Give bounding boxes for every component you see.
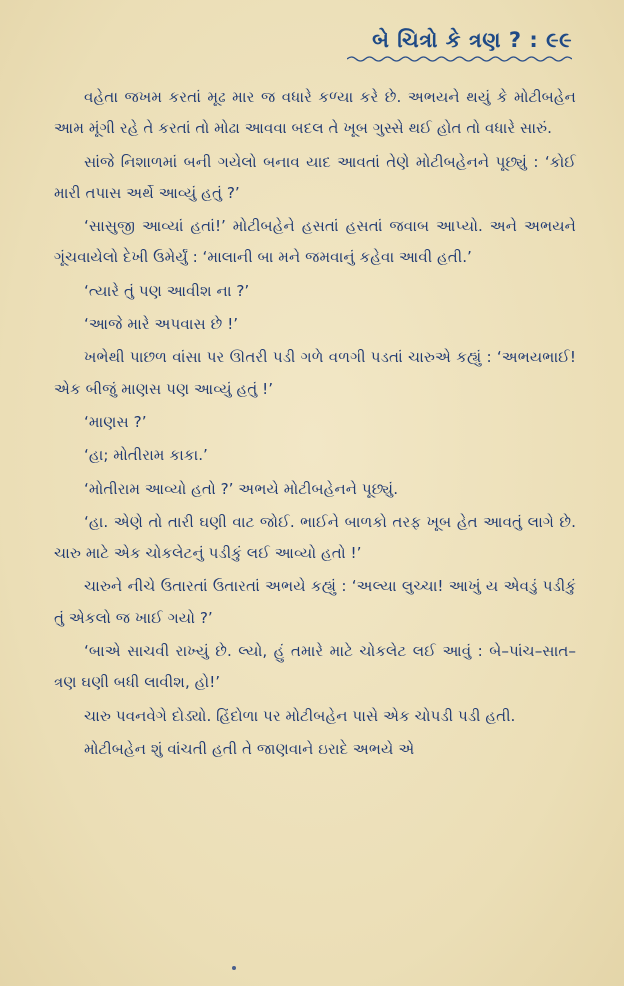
paragraph: ચારુને નીચે ઉતારતાં ઉતારતાં અભયે કહ્યું : ‘અલ્યા લુચ્ચા! આખું ય એવડું પડીકું તું એકલો જ ખાઈ ગયો ?’: [54, 577, 576, 627]
paragraph: ‘બાએ સાચવી રાખ્યું છે. લ્યો, હું તમારે માટે ચોકલેટ લઈ આવું : બે–પાંચ–સાત–ત્રણ ઘણી બધી લાવીશ, હો!’: [54, 642, 576, 692]
paragraph: વહેતા જખમ કરતાં મૂઢ માર જ વધારે કળ્યા કરે છે. અભયને થયું કે મોટીબહેન આમ મૂંગી રહે તે કરતાં તો મોઢા આવવા બદલ તે ખૂબ ગુસ્સે થઈ હોત તો વધારે સારું.: [54, 88, 576, 138]
wavy-rule-ornament: [347, 55, 572, 63]
paragraph: ચારુ પવનવેગે દોડ્યો. હિંદોળા પર મોટીબહેન પાસે એક ચોપડી પડી હતી.: [84, 706, 516, 725]
dialogue-line: ‘હા; મોતીરામ કાકા.’: [84, 446, 208, 465]
page-bottom-mark: [232, 966, 236, 970]
body-text: [54, 82, 576, 767]
dialogue-line: ‘ત્યારે તું પણ આવીશ ના ?’: [84, 281, 250, 300]
paragraph: મોટીબહેન શું વાંચતી હતી તે જાણવાને ઇરાદે અભયે એ: [84, 739, 415, 758]
running-head: બે ચિત્રો કે ત્રણ ? : ૯૯: [372, 28, 572, 52]
paragraph: સાંજે નિશાળમાં બની ગયેલો બનાવ યાદ આવતાં તેણે મોટીબહેનને પૂછ્યું : ‘કોઈ મારી તપાસ અર્થે આવ્યું હતું ?’: [54, 152, 576, 202]
dialogue-line: ‘આજે મારે અપવાસ છે !’: [84, 315, 239, 334]
dialogue-line: ‘મોતીરામ આવ્યો હતો ?’ અભયે મોટીબહેનને પૂછ્યું.: [84, 479, 399, 498]
paragraph: ખભેથી પાછળ વાંસા પર ઊતરી પડી ગળે વળગી પડતાં ચારુએ કહ્યું : ‘અભયભાઈ! એક બીજું માણસ પણ આવ્યું હતું !’: [54, 348, 576, 398]
dialogue-line: ‘માણસ ?’: [84, 412, 147, 431]
paragraph: ‘હા. એણે તો તારી ઘણી વાટ જોઈ. ભાઈને બાળકો તરફ ખૂબ હેત આવતું લાગે છે. ચારુ માટે એક ચોકલેટનું પડીકું લઈ આવ્યો હતો !’: [54, 512, 576, 563]
paragraph: ‘સાસુજી આવ્યાં હતાં!’ મોટીબહેને હસતાં હસતાં જવાબ આપ્યો. અને અભયને ગૂંચવાયેલો દેખી ઉમેર્યું : ‘માલાની બા મને જમવાનું કહેવા આવી હતી.’: [54, 217, 576, 267]
page-header: [347, 28, 572, 63]
